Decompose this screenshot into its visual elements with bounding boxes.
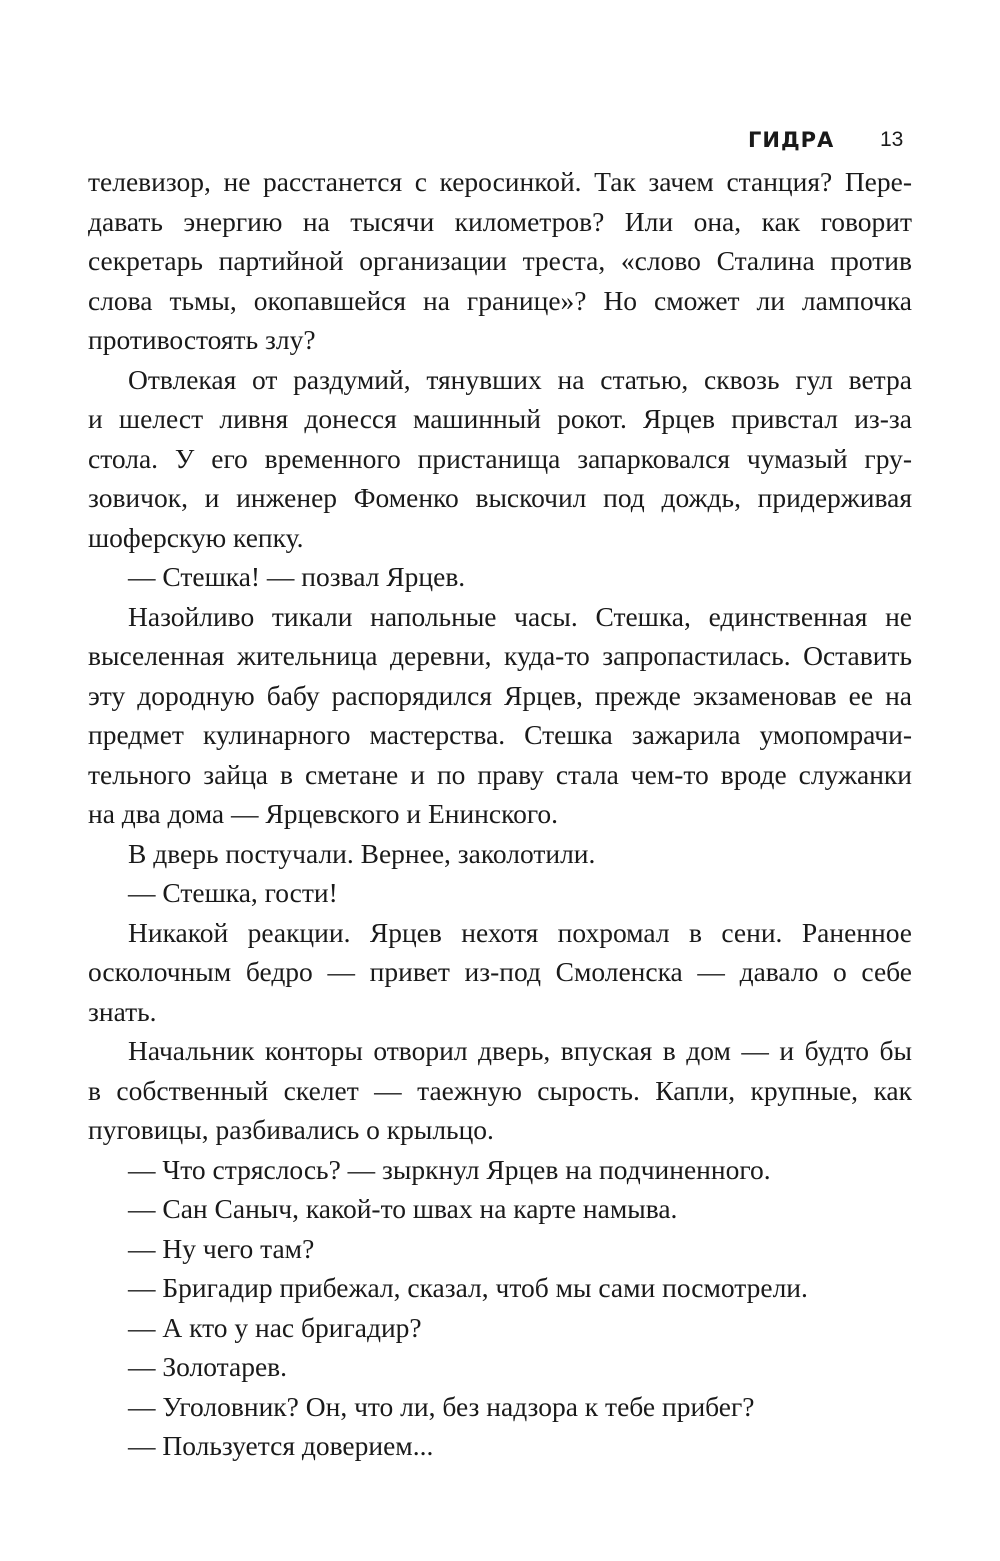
paragraph (88, 1268, 912, 1308)
text-line: — Сан Саныч, какой-то швах на карте намыва. (128, 1193, 678, 1224)
paragraph (88, 1031, 912, 1150)
text-line: стола. У его временного пристанища запарковался чумазый гру- (88, 442, 912, 474)
text-line: Никакой реакции. Ярцев нехотя похромал в сени. Раненное (128, 916, 912, 948)
paragraph (88, 1150, 912, 1190)
text-line: — Уголовник? Он, что ли, без надзора к тебе прибег? (128, 1390, 755, 1422)
text-line: — Бригадир прибежал, сказал, чтоб мы сами посмотрели. (128, 1272, 808, 1303)
paragraph (88, 873, 912, 913)
text-line: предмет кулинарного мастерства. Стешка зажарила умопомрачи- (88, 719, 912, 750)
paragraph (88, 1347, 912, 1387)
text-line: в собственный скелет — таежную сырость. Капли, крупные, как (88, 1074, 912, 1106)
text-line: — Что стряслось? — зыркнул Ярцев на подчиненного. (128, 1153, 771, 1185)
paragraph (88, 1229, 912, 1269)
text-line: и шелест ливня донесся машинный рокот. Ярцев привстал из-за (88, 403, 912, 434)
paragraph (88, 162, 912, 360)
paragraph (88, 1426, 912, 1466)
text-line: на два дома — Ярцевского и Енинского. (88, 798, 559, 829)
paragraph (88, 913, 912, 1032)
running-header (0, 128, 1000, 162)
running-title: ГИДРА (748, 128, 835, 152)
text-line: телевизор, не расстанется с керосинкой. Так зачем станция? Пере- (88, 166, 912, 197)
text-line: тельного зайца в сметане и по праву стала чем-то вроде служанки (88, 758, 912, 790)
text-line: противостоять злу? (88, 324, 316, 355)
text-line: — А кто у нас бригадир? (128, 1311, 422, 1343)
text-line: — Пользуется доверием... (128, 1430, 434, 1461)
text-line: — Золотарев. (128, 1351, 288, 1382)
paragraph (88, 834, 912, 874)
text-line: — Стешка! — позвал Ярцев. (128, 561, 466, 592)
text-line: секретарь партийной организации треста, «слово Сталина против (88, 245, 912, 276)
text-line: Назойливо тикали напольные часы. Стешка, единственная не (128, 600, 912, 632)
paragraph (88, 1387, 912, 1427)
text-line: зовичок, и инженер Фоменко выскочил под дождь, придерживая (88, 482, 912, 513)
text-line: выселенная жительница деревни, куда-то запропастилась. Оставить (88, 640, 912, 671)
body-text (88, 162, 912, 1466)
paragraph (88, 557, 912, 597)
text-line: давать энергию на тысячи километров? Или она, как говорит (88, 205, 912, 237)
text-line: слова тьмы, окопавшейся на границе»? Но сможет ли лампочка (88, 284, 912, 316)
text-line: — Ну чего там? (128, 1232, 315, 1264)
text-line: пуговицы, разбивались о крыльцо. (88, 1114, 494, 1145)
text-line: Начальник конторы отворил дверь, впуская в дом — и будто бы (128, 1035, 912, 1066)
paragraph (88, 597, 912, 834)
text-line: Отвлекая от раздумий, тянувших на статью, сквозь гул ветра (128, 363, 912, 395)
page-number: 13 (880, 128, 904, 151)
paragraph (88, 360, 912, 558)
text-line: шоферскую кепку. (88, 521, 304, 553)
text-line: — Стешка, гости! (128, 877, 338, 908)
paragraph (88, 1189, 912, 1229)
text-line: знать. (88, 995, 157, 1027)
text-line: эту дородную бабу распорядился Ярцев, прежде экзаменовав ее на (88, 679, 912, 711)
paragraph (88, 1308, 912, 1348)
text-line: В дверь постучали. Вернее, заколотили. (128, 837, 596, 869)
text-line: осколочным бедро — привет из-под Смоленска — давало о себе (88, 956, 912, 987)
